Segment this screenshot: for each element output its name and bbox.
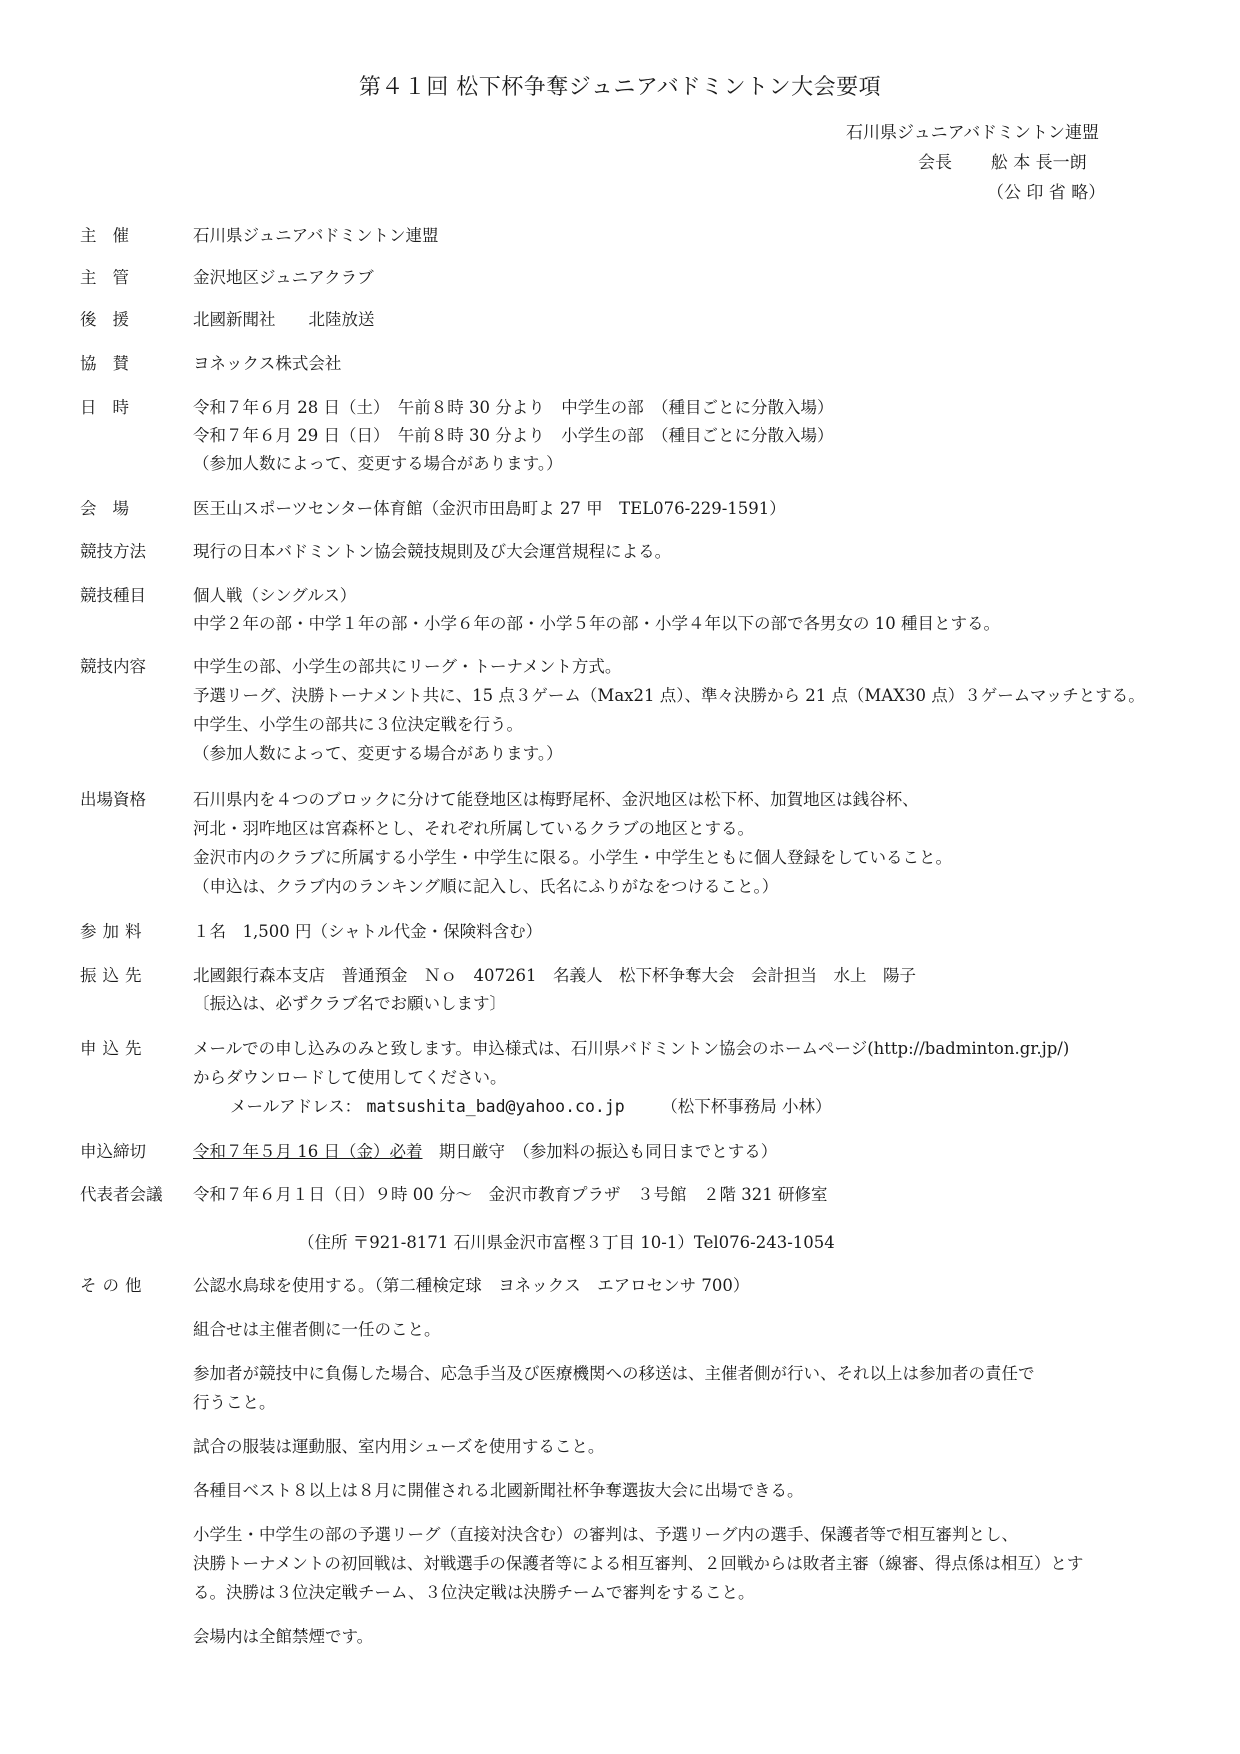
deadline-note: 期日厳守 （参加料の振込も同日までとする） [422, 1142, 778, 1161]
meeting-address: （住所 〒921-8171 石川県金沢市富樫３丁目 10-1）Tel076-243-1054 [298, 1233, 835, 1252]
eligibility-line-2: 河北・羽咋地区は宮森杯とし、それぞれ所属しているクラブの地区とする。 [193, 819, 754, 838]
datetime-line-1: 令和７年６月 28 日（土） 午前８時 30 分より 中学生の部 （種目ごとに分散入場） [193, 398, 834, 417]
other-line-6: 各種目ベスト８以上は８月に開催される北國新聞社杯争奪選抜大会に出場できる。 [193, 1481, 804, 1500]
other-line-1: 公認水鳥球を使用する。（第二種検定球 ヨネックス エアロセンサ 700） [193, 1276, 750, 1295]
label-competition-format: 競技内容 [80, 657, 146, 676]
label-deadline: 申込締切 [80, 1142, 146, 1161]
deadline-date: 令和７年５月 16 日（金）必着 [193, 1142, 423, 1161]
fee-value: １名 1,500 円（シャトル代金・保険料含む） [193, 922, 543, 941]
email-line [230, 1093, 831, 1117]
label-representatives-meeting: 代表者会議 [80, 1185, 163, 1204]
format-line-3: 中学生、小学生の部共に３位決定戦を行う。 [193, 715, 523, 734]
sponsor-value: 石川県ジュニアバドミントン連盟 [193, 226, 439, 245]
other-line-10: 会場内は全館禁煙です。 [193, 1627, 374, 1646]
document-title: 第４１回 松下杯争奪ジュニアバドミントン大会要項 [358, 75, 882, 100]
datetime-line-2: 令和７年６月 29 日（日） 午前８時 30 分より 小学生の部 （種目ごとに分散入場） [193, 426, 834, 445]
eligibility-note: （申込は、クラブ内のランキング順に記入し、氏名にふりがなをつけること。） [193, 877, 779, 896]
meeting-line-1: 令和７年６月１日（日）９時 00 分～ 金沢市教育プラザ ３号館 ２階 321 研修室 [193, 1185, 828, 1204]
other-line-7: 小学生・中学生の部の予選リーグ（直接対決含む）の審判は、予選リーグ内の選手、保護者等で相互審判とし、 [193, 1525, 1018, 1544]
label-sponsor: 主催 [80, 226, 145, 245]
other-line-2: 組合せは主催者側に一任のこと。 [193, 1320, 441, 1339]
transfer-account: 北國銀行森本支店 普通預金 Ｎｏ 407261 名義人 松下杯争奪大会 会計担当 水上 陽子 [193, 966, 916, 985]
deadline-line [193, 1138, 777, 1162]
format-line-2: 予選リーグ、決勝トーナメント共に、15 点３ゲーム（Max21 点）、準々決勝から 21 点（MAX30 点）３ゲームマッチとする。 [193, 686, 1145, 705]
eligibility-line-1: 石川県内を４つのブロックに分けて能登地区は梅野尾杯、金沢地区は松下杯、加賀地区は銭谷杯、 [193, 790, 919, 809]
other-line-8: 決勝トーナメントの初回戦は、対戦選手の保護者等による相互審判、２回戦からは敗者主審（線審、得点係は相互）とす [193, 1554, 1084, 1573]
label-other: その他 [80, 1276, 148, 1295]
president-role: 会長 [918, 153, 952, 173]
email-note: （松下杯事務局 小林） [661, 1097, 832, 1116]
eligibility-line-3: 金沢市内のクラブに所属する小学生・中学生に限る。小学生・中学生ともに個人登録をしていること。 [193, 848, 952, 867]
organizer-name: 石川県ジュニアバドミントン連盟 [846, 123, 1099, 143]
label-venue: 会場 [80, 499, 145, 518]
host-value: 金沢地区ジュニアクラブ [193, 268, 374, 287]
other-line-9: る。決勝は３位決定戦チーム、３位決定戦は決勝チームで審判をすること。 [193, 1583, 755, 1602]
label-fee: 参加料 [80, 922, 148, 941]
venue-value: 医王山スポーツセンター体育館（金沢市田島町よ 27 甲 TEL076-229-1591） [193, 499, 786, 518]
label-application: 申込先 [80, 1039, 148, 1058]
label-eligibility: 出場資格 [80, 790, 146, 809]
datetime-note: （参加人数によって、変更する場合があります。） [193, 454, 563, 473]
email-address: matsushita_bad@yahoo.co.jp [366, 1097, 625, 1116]
seal-omitted-note: （公 印 省 略） [987, 183, 1106, 203]
other-line-5: 試合の服装は運動服、室内用シューズを使用すること。 [193, 1437, 605, 1456]
label-cosponsor: 協賛 [80, 354, 145, 373]
label-support: 後援 [80, 310, 145, 329]
label-host: 主管 [80, 268, 145, 287]
president-name: 舩 本 長一朗 [990, 153, 1087, 173]
format-note: （参加人数によって、変更する場合があります。） [193, 744, 563, 763]
support-value: 北國新聞社 北陸放送 [193, 310, 375, 329]
application-line-2: からダウンロードして使用してください。 [193, 1068, 507, 1087]
label-datetime: 日時 [80, 398, 145, 417]
events-line-1: 個人戦（シングルス） [193, 586, 357, 605]
label-transfer: 振込先 [80, 966, 148, 985]
label-competition-method: 競技方法 [80, 542, 146, 561]
other-line-4: 行うこと。 [193, 1393, 276, 1412]
email-label: メールアドレス： [230, 1097, 362, 1116]
label-events: 競技種目 [80, 586, 146, 605]
other-line-3: 参加者が競技中に負傷した場合、応急手当及び医療機関への移送は、主催者側が行い、それ以上は参加者の責任で [193, 1364, 1035, 1383]
cosponsor-value: ヨネックス株式会社 [193, 354, 342, 373]
competition-method-value: 現行の日本バドミントン協会競技規則及び大会運営規程による。 [193, 542, 672, 561]
transfer-note: 〔振込は、必ずクラブ名でお願いします〕 [193, 994, 507, 1013]
events-line-2: 中学２年の部・中学１年の部・小学６年の部・小学５年の部・小学４年以下の部で各男女の 10 種目とする。 [193, 614, 1000, 633]
application-line-1: メールでの申し込みのみと致します。申込様式は、石川県バドミントン協会のホームページ(http://badminton.gr.jp/) [193, 1039, 1070, 1058]
format-line-1: 中学生の部、小学生の部共にリーグ・トーナメント方式。 [193, 657, 622, 676]
organizer-president [918, 148, 1087, 173]
